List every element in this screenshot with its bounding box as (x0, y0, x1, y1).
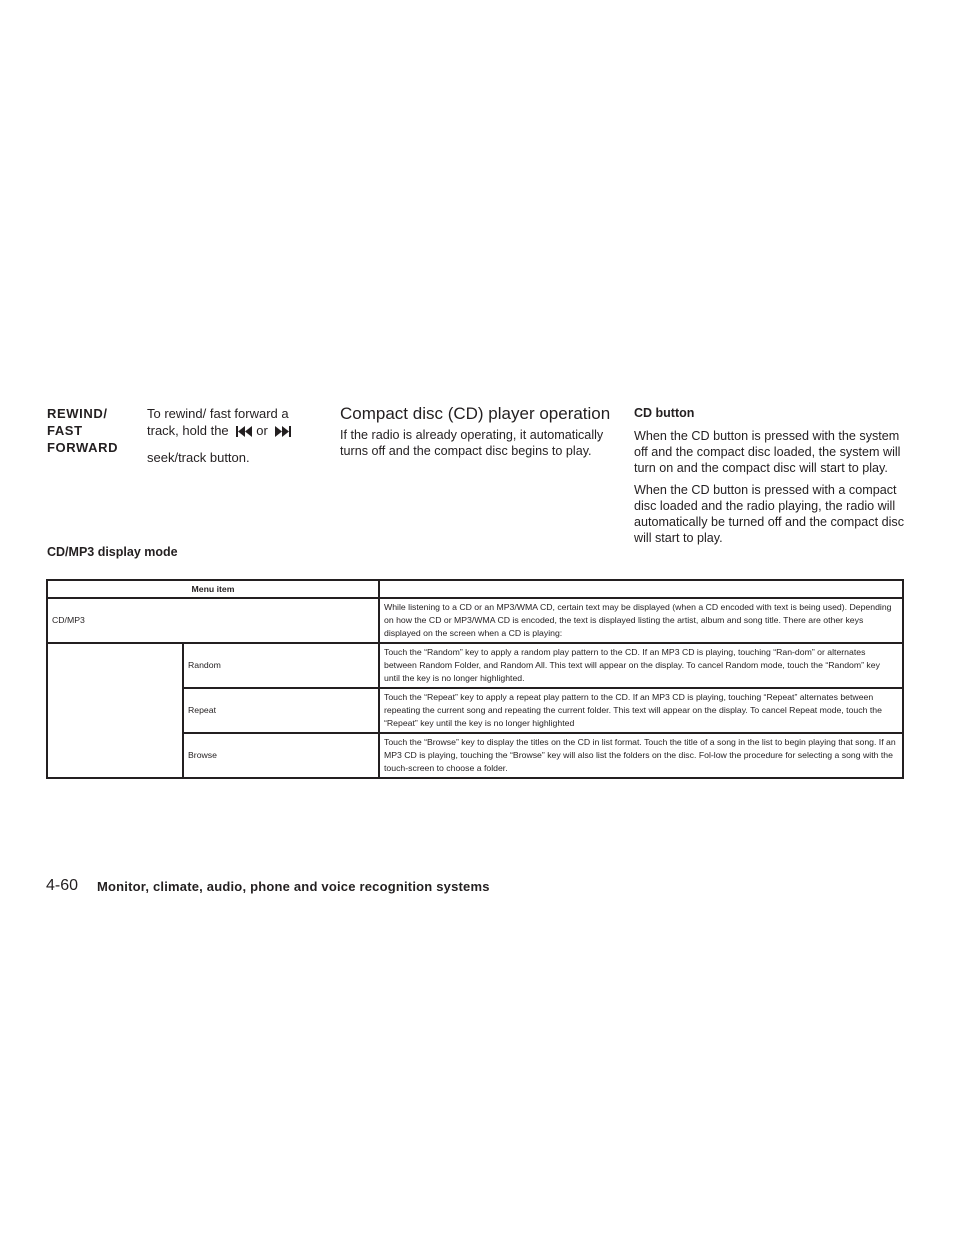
text-line: To rewind/ fast forward a (147, 406, 289, 421)
rewind-fast-forward-text (147, 405, 317, 466)
table-row (47, 643, 903, 688)
menu-item-repeat: Repeat (183, 688, 379, 733)
table-header-row (47, 580, 903, 598)
page-number: 4-60 (46, 877, 79, 894)
fast-forward-icon (275, 426, 291, 437)
menu-item-browse: Browse (183, 733, 379, 778)
display-mode-heading: CD/MP3 display mode (47, 545, 178, 559)
rewind-fast-forward-label (47, 405, 118, 456)
label-line: FORWARD (47, 440, 119, 455)
cd-button-heading: CD button (634, 406, 695, 420)
section-title: Monitor, climate, audio, phone and voice recognition systems (97, 879, 490, 894)
menu-item-description: While listening to a CD or an MP3/WMA CD, certain text may be displayed (when a CD encoded with text is being used). Depending on how the CD or MP3/WMA CD is encoded, the text is displayed listing the artist, album and song title. There are other keys displayed on the screen when a CD is playing: (379, 598, 903, 643)
cd-player-body: If the radio is already operating, it automatically turns off and the compact disc begins to play. (340, 428, 604, 458)
menu-item-description: Touch the “Random” key to apply a random play pattern to the CD. If an MP3 CD is playing, touching “Ran-dom” or alternates between Random Folder, and Random All. This text will appear on the display. To cancel Random mode, touch the “Random” key until the key is no longer highlighted. (379, 643, 903, 688)
text-line (147, 422, 317, 439)
empty-cell (47, 643, 183, 778)
menu-item-header: Menu item (47, 580, 379, 598)
menu-item-description: Touch the “Repeat” key to apply a repeat play pattern to the CD. If an MP3 CD is playing, touching “Repeat” alternates between repeating the current song and repeating the current folder. This text will appear on the display. To cancel Repeat mode, touch the “Repeat” key until the key is no longer highlighted (379, 688, 903, 733)
menu-item-description: Touch the “Browse” key to display the titles on the CD in list format. Touch the title of a song in the list to begin playing that song. If an MP3 CD is playing, touching the “Browse” key will also list the folders on the disc. Fol-low the procedure for selecting a song with the touch-screen to choose a folder. (379, 733, 903, 778)
label-line: REWIND/ (47, 406, 108, 421)
menu-item-cd-mp3: CD/MP3 (47, 598, 379, 643)
cd-button-paragraph: When the CD button is pressed with a compact disc loaded and the radio playing, the radio will automatically be turned off and the compact disc will start to play. (634, 483, 904, 545)
menu-item-random: Random (183, 643, 379, 688)
text-fragment: or (256, 423, 268, 438)
text-line: seek/track button. (147, 450, 250, 465)
rewind-icon (236, 426, 252, 437)
menu-table (46, 579, 904, 779)
cd-player-heading: Compact disc (CD) player operation (340, 404, 611, 423)
text-fragment: track, hold the (147, 423, 229, 438)
label-line: FAST (47, 423, 83, 438)
table-row (47, 598, 903, 643)
cd-button-paragraph: When the CD button is pressed with the system off and the compact disc loaded, the system will turn on and the compact disc will start to play. (634, 429, 901, 475)
description-header (379, 580, 903, 598)
